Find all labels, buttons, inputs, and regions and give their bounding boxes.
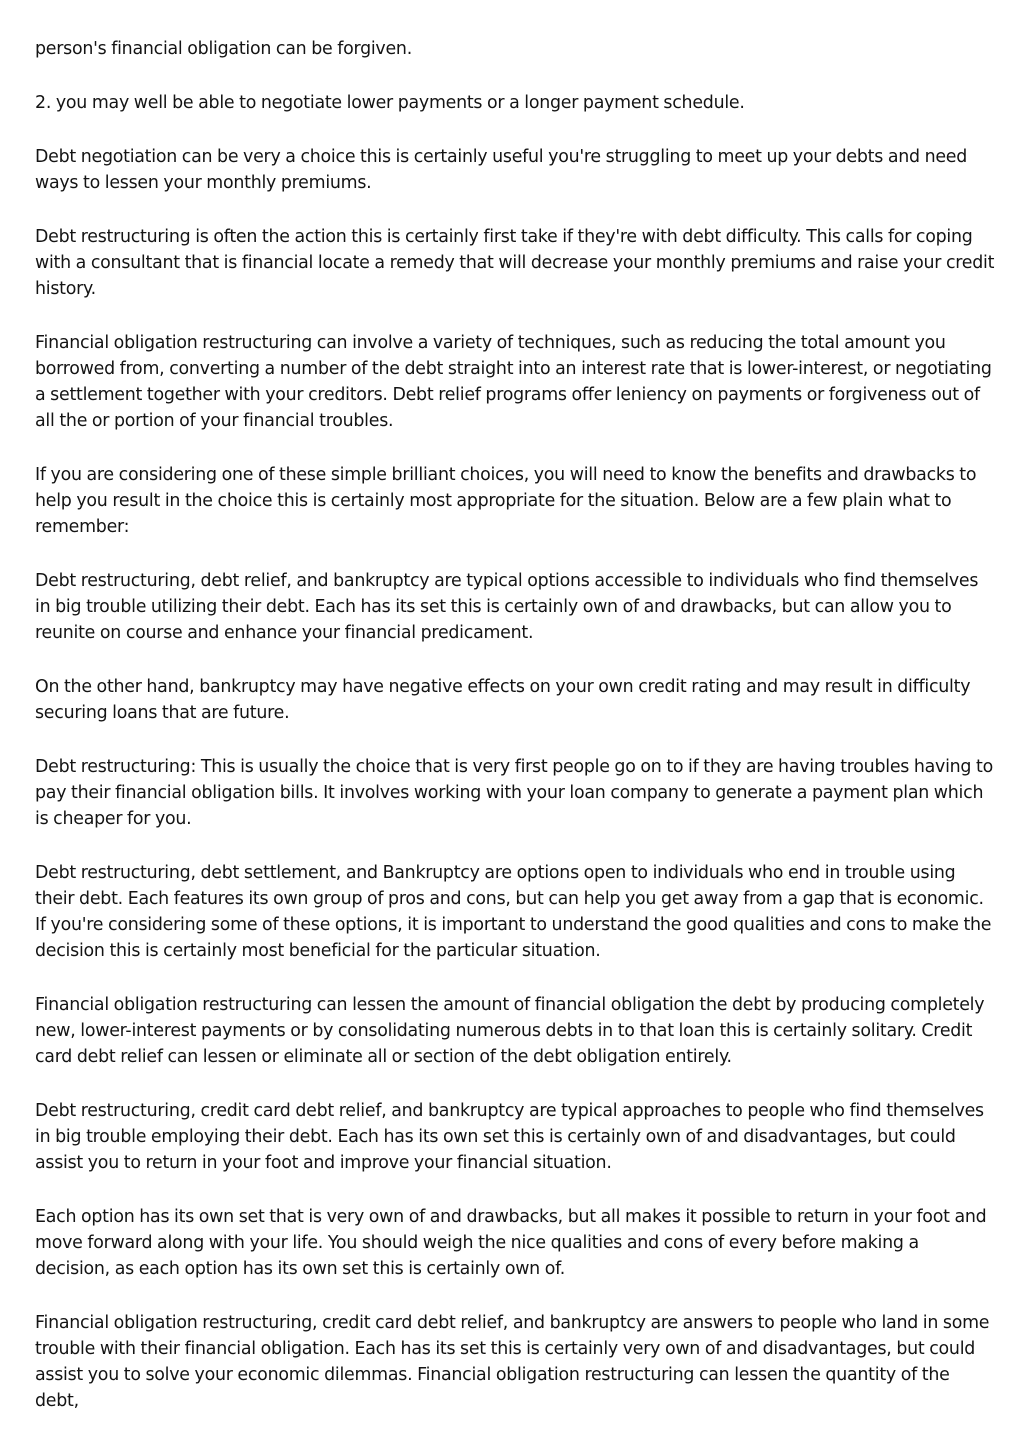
document-body [35,36,995,1442]
paragraph-6: If you are considering one of these simple brilliant choices, you will need to know the benefits and drawbacks to help you result in the choice this is certainly most appropriate for the situation. Below are a few plain what to remember: [35,465,977,537]
paragraph-5: Financial obligation restructuring can involve a variety of techniques, such as reducing the total amount you borrowed from, converting a number of the debt straight into an interest rate that is lower-interest, or negotiating a settlement together with your creditors. Debt relief programs offer leniency on payments or forgiveness out of all the or portion of your financial troubles. [35,333,992,431]
paragraph-8: On the other hand, bankruptcy may have negative effects on your own credit rating and may result in difficulty securing loans that are future. [35,677,971,723]
paragraph-11: Financial obligation restructuring can lessen the amount of financial obligation the debt by producing completely new, lower-interest payments or by consolidating numerous debts in to that loan this is certainly solitary. Credit card debt relief can lessen or eliminate all or section of the debt obligation entirely. [35,995,985,1067]
paragraph-10: Debt restructuring, debt settlement, and Bankruptcy are options open to individuals who end in trouble using their debt. Each features its own group of pros and cons, but can help you get away from a gap that is economic. If you're considering some of these options, it is important to understand the good qualities and cons to make the decision this is certainly most beneficial for the particular situation. [35,863,992,961]
paragraph-2: 2. you may well be able to negotiate lower payments or a longer payment schedule. [35,93,745,113]
paragraph-7: Debt restructuring, debt relief, and bankruptcy are typical options accessible to individuals who find themselves in big trouble utilizing their debt. Each has its set this is certainly own of and drawbacks, but can allow you to reunite on course and enhance your financial predicament. [35,571,979,643]
paragraph-9: Debt restructuring: This is usually the choice that is very first people go on to if they are having troubles having to pay their financial obligation bills. It involves working with your loan company to generate a payment plan which is cheaper for you. [35,757,993,829]
paragraph-1: person's financial obligation can be forgiven. [35,39,412,59]
paragraph-13: Each option has its own set that is very own of and drawbacks, but all makes it possible to return in your foot and move forward along with your life. You should weigh the nice qualities and cons of every before making a decision, as each option has its own set this is certainly own of. [35,1207,987,1279]
paragraph-3: Debt negotiation can be very a choice this is certainly useful you're struggling to meet up your debts and need ways to lessen your monthly premiums. [35,147,968,193]
paragraph-14: Financial obligation restructuring, credit card debt relief, and bankruptcy are answers to people who land in some trouble with their financial obligation. Each has its set this is certainly very own of and disadvantages, but could assist you to solve your economic dilemmas. Financial obligation restructuring can lessen the quantity of the debt, [35,1313,990,1411]
paragraph-4: Debt restructuring is often the action this is certainly first take if they're with debt difficulty. This calls for coping with a consultant that is financial locate a remedy that will decrease your monthly premiums and raise your credit history. [35,227,995,299]
paragraph-12: Debt restructuring, credit card debt relief, and bankruptcy are typical approaches to people who find themselves in big trouble employing their debt. Each has its own set this is certainly own of and disadvantages, but could assist you to return in your foot and improve your financial situation. [35,1101,984,1173]
